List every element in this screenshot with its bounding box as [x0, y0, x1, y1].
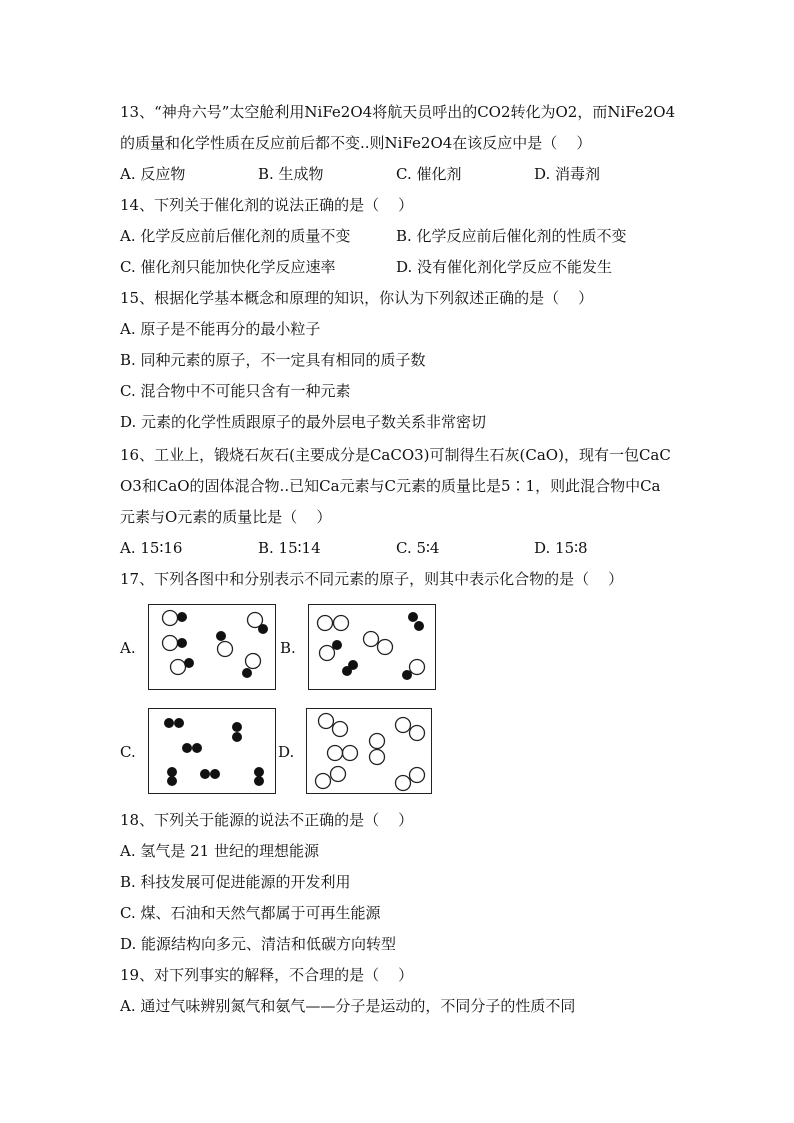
figure-b-molecules — [309, 605, 434, 688]
figure-a-label: A. — [120, 639, 136, 657]
figure-b-box — [308, 604, 436, 690]
figure-d-box — [306, 708, 432, 794]
question-13-option-a: A. 反应物 — [120, 165, 186, 183]
figure-d-label: D. — [278, 743, 295, 761]
question-15-option-c: C. 混合物中不可能只含有一种元素 — [120, 382, 351, 400]
question-18-option-c: C. 煤、石油和天然气都属于可再生能源 — [120, 904, 381, 922]
question-18-stem: 18、下列关于能源的说法不正确的是（ ） — [120, 811, 414, 829]
question-16-line-3: 元素与O元素的质量比是（ ） — [120, 508, 332, 526]
question-14-option-b: B. 化学反应前后催化剂的性质不变 — [396, 227, 627, 245]
question-13-option-d: D. 消毒剂 — [534, 165, 601, 183]
question-16-option-c: C. 5∶4 — [396, 539, 440, 557]
question-15-option-d: D. 元素的化学性质跟原子的最外层电子数关系非常密切 — [120, 413, 487, 431]
question-16-option-a: A. 15∶16 — [120, 539, 183, 557]
question-14-stem: 14、下列关于催化剂的说法正确的是（ ） — [120, 196, 414, 214]
question-13-line-1: 13、“神舟六号”太空舱利用NiFe2O4将航天员呼出的CO2转化为O2，而NiFe2O4 — [120, 103, 676, 121]
figure-d-molecules — [307, 709, 430, 792]
question-15-stem: 15、根据化学基本概念和原理的知识，你认为下列叙述正确的是（ ） — [120, 289, 594, 307]
question-13-option-c: C. 催化剂 — [396, 165, 462, 183]
question-19-stem: 19、对下列事实的解释，不合理的是（ ） — [120, 966, 414, 984]
question-14-option-d: D. 没有催化剂化学反应不能发生 — [396, 258, 613, 276]
question-15-option-a: A. 原子是不能再分的最小粒子 — [120, 320, 321, 338]
question-14-option-a: A. 化学反应前后催化剂的质量不变 — [120, 227, 351, 245]
question-13-option-b: B. 生成物 — [258, 165, 324, 183]
question-17-stem: 17、下列各图中和分别表示不同元素的原子，则其中表示化合物的是（ ） — [120, 570, 624, 588]
figure-c-molecules — [149, 709, 274, 792]
question-19-option-a: A. 通过气味辨别氮气和氨气——分子是运动的，不同分子的性质不同 — [120, 997, 576, 1015]
question-15-option-b: B. 同种元素的原子，不一定具有相同的质子数 — [120, 351, 426, 369]
figure-a-box — [148, 604, 276, 690]
figure-c-label: C. — [120, 743, 136, 761]
question-16-option-b: B. 15∶14 — [258, 539, 321, 557]
figure-b-label: B. — [280, 639, 296, 657]
figure-a-molecules — [149, 605, 274, 688]
question-13-line-2: 的质量和化学性质在反应前后都不变..则NiFe2O4在该反应中是（ ） — [120, 134, 592, 152]
question-16-line-2: O3和CaO的固体混合物..已知Ca元素与C元素的质量比是5∶1，则此混合物中Ca — [120, 477, 661, 495]
question-16-option-d: D. 15∶8 — [534, 539, 588, 557]
question-16-line-1: 16、工业上，锻烧石灰石(主要成分是CaCO3)可制得生石灰(CaO)，现有一包CaC — [120, 446, 671, 464]
question-18-option-a: A. 氢气是 21 世纪的理想能源 — [120, 842, 319, 860]
question-18-option-b: B. 科技发展可促进能源的开发利用 — [120, 873, 351, 891]
question-14-option-c: C. 催化剂只能加快化学反应速率 — [120, 258, 336, 276]
figure-c-box — [148, 708, 276, 794]
question-18-option-d: D. 能源结构向多元、清洁和低碳方向转型 — [120, 935, 397, 953]
